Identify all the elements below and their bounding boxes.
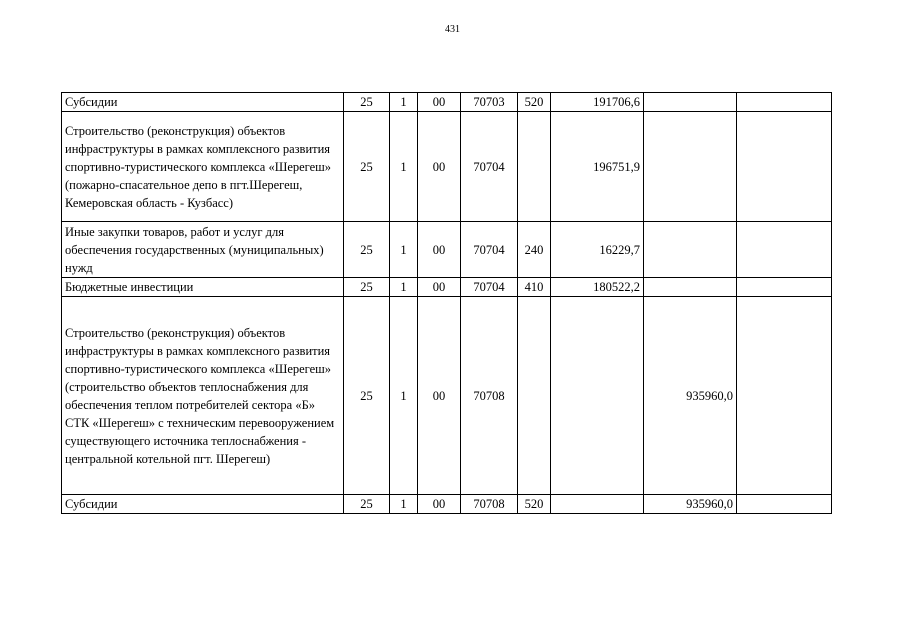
row-name: Строительство (реконструкция) объектов инфраструктуры в рамках комплексного развития спортивно-туристического комплекса «Шерегеш» (пожарно-спасательное депо в пгт.Шерегеш, Кемеровская область - Кузбасс): [62, 112, 344, 222]
cell-code-5: 520: [518, 93, 551, 112]
cell-code-5: 240: [518, 222, 551, 278]
table-row: [62, 222, 832, 278]
cell-value-1: [551, 495, 644, 514]
cell-code-2: 1: [390, 93, 418, 112]
cell-value-2: [644, 222, 737, 278]
budget-table: [61, 92, 832, 514]
cell-value-1: 180522,2: [551, 278, 644, 297]
cell-code-1: 25: [344, 278, 390, 297]
cell-code-4: 70704: [461, 278, 518, 297]
cell-value-3: [737, 93, 832, 112]
cell-code-5: [518, 112, 551, 222]
cell-value-3: [737, 297, 832, 495]
cell-code-2: 1: [390, 222, 418, 278]
table-row: [62, 112, 832, 222]
cell-value-3: [737, 278, 832, 297]
cell-code-3: 00: [418, 297, 461, 495]
cell-value-3: [737, 495, 832, 514]
cell-value-3: [737, 222, 832, 278]
cell-code-3: 00: [418, 222, 461, 278]
cell-code-5: 520: [518, 495, 551, 514]
cell-code-1: 25: [344, 112, 390, 222]
row-name: Иные закупки товаров, работ и услуг для обеспечения государственных (муниципальных) нужд: [62, 222, 344, 278]
cell-code-2: 1: [390, 278, 418, 297]
table-row: [62, 297, 832, 495]
cell-value-2: 935960,0: [644, 495, 737, 514]
cell-code-3: 00: [418, 495, 461, 514]
cell-value-2: [644, 112, 737, 222]
cell-code-3: 00: [418, 93, 461, 112]
table-row: [62, 93, 832, 112]
cell-code-5: [518, 297, 551, 495]
table-row: [62, 278, 832, 297]
row-name: Строительство (реконструкция) объектов инфраструктуры в рамках комплексного развития спортивно-туристического комплекса «Шерегеш» (строительство объектов теплоснабжения для обеспечения теплом потребителей сектора «Б» СТК «Шерегеш» с техническим перевооружением существующего источника теплоснабжения - центральной котельной пгт. Шерегеш): [62, 297, 344, 495]
cell-code-4: 70704: [461, 222, 518, 278]
cell-code-3: 00: [418, 112, 461, 222]
cell-value-2: 935960,0: [644, 297, 737, 495]
cell-code-5: 410: [518, 278, 551, 297]
cell-value-2: [644, 278, 737, 297]
cell-code-1: 25: [344, 495, 390, 514]
cell-code-1: 25: [344, 222, 390, 278]
cell-code-4: 70703: [461, 93, 518, 112]
cell-code-4: 70708: [461, 297, 518, 495]
row-name: Субсидии: [62, 93, 344, 112]
cell-code-3: 00: [418, 278, 461, 297]
cell-code-2: 1: [390, 495, 418, 514]
cell-value-1: 191706,6: [551, 93, 644, 112]
row-name: Бюджетные инвестиции: [62, 278, 344, 297]
table-row: [62, 495, 832, 514]
row-name: Субсидии: [62, 495, 344, 514]
cell-code-2: 1: [390, 297, 418, 495]
cell-code-4: 70704: [461, 112, 518, 222]
cell-code-4: 70708: [461, 495, 518, 514]
cell-value-2: [644, 93, 737, 112]
cell-value-3: [737, 112, 832, 222]
cell-value-1: [551, 297, 644, 495]
cell-code-1: 25: [344, 93, 390, 112]
cell-code-1: 25: [344, 297, 390, 495]
cell-value-1: 16229,7: [551, 222, 644, 278]
cell-code-2: 1: [390, 112, 418, 222]
cell-value-1: 196751,9: [551, 112, 644, 222]
page-number: 431: [445, 24, 460, 35]
